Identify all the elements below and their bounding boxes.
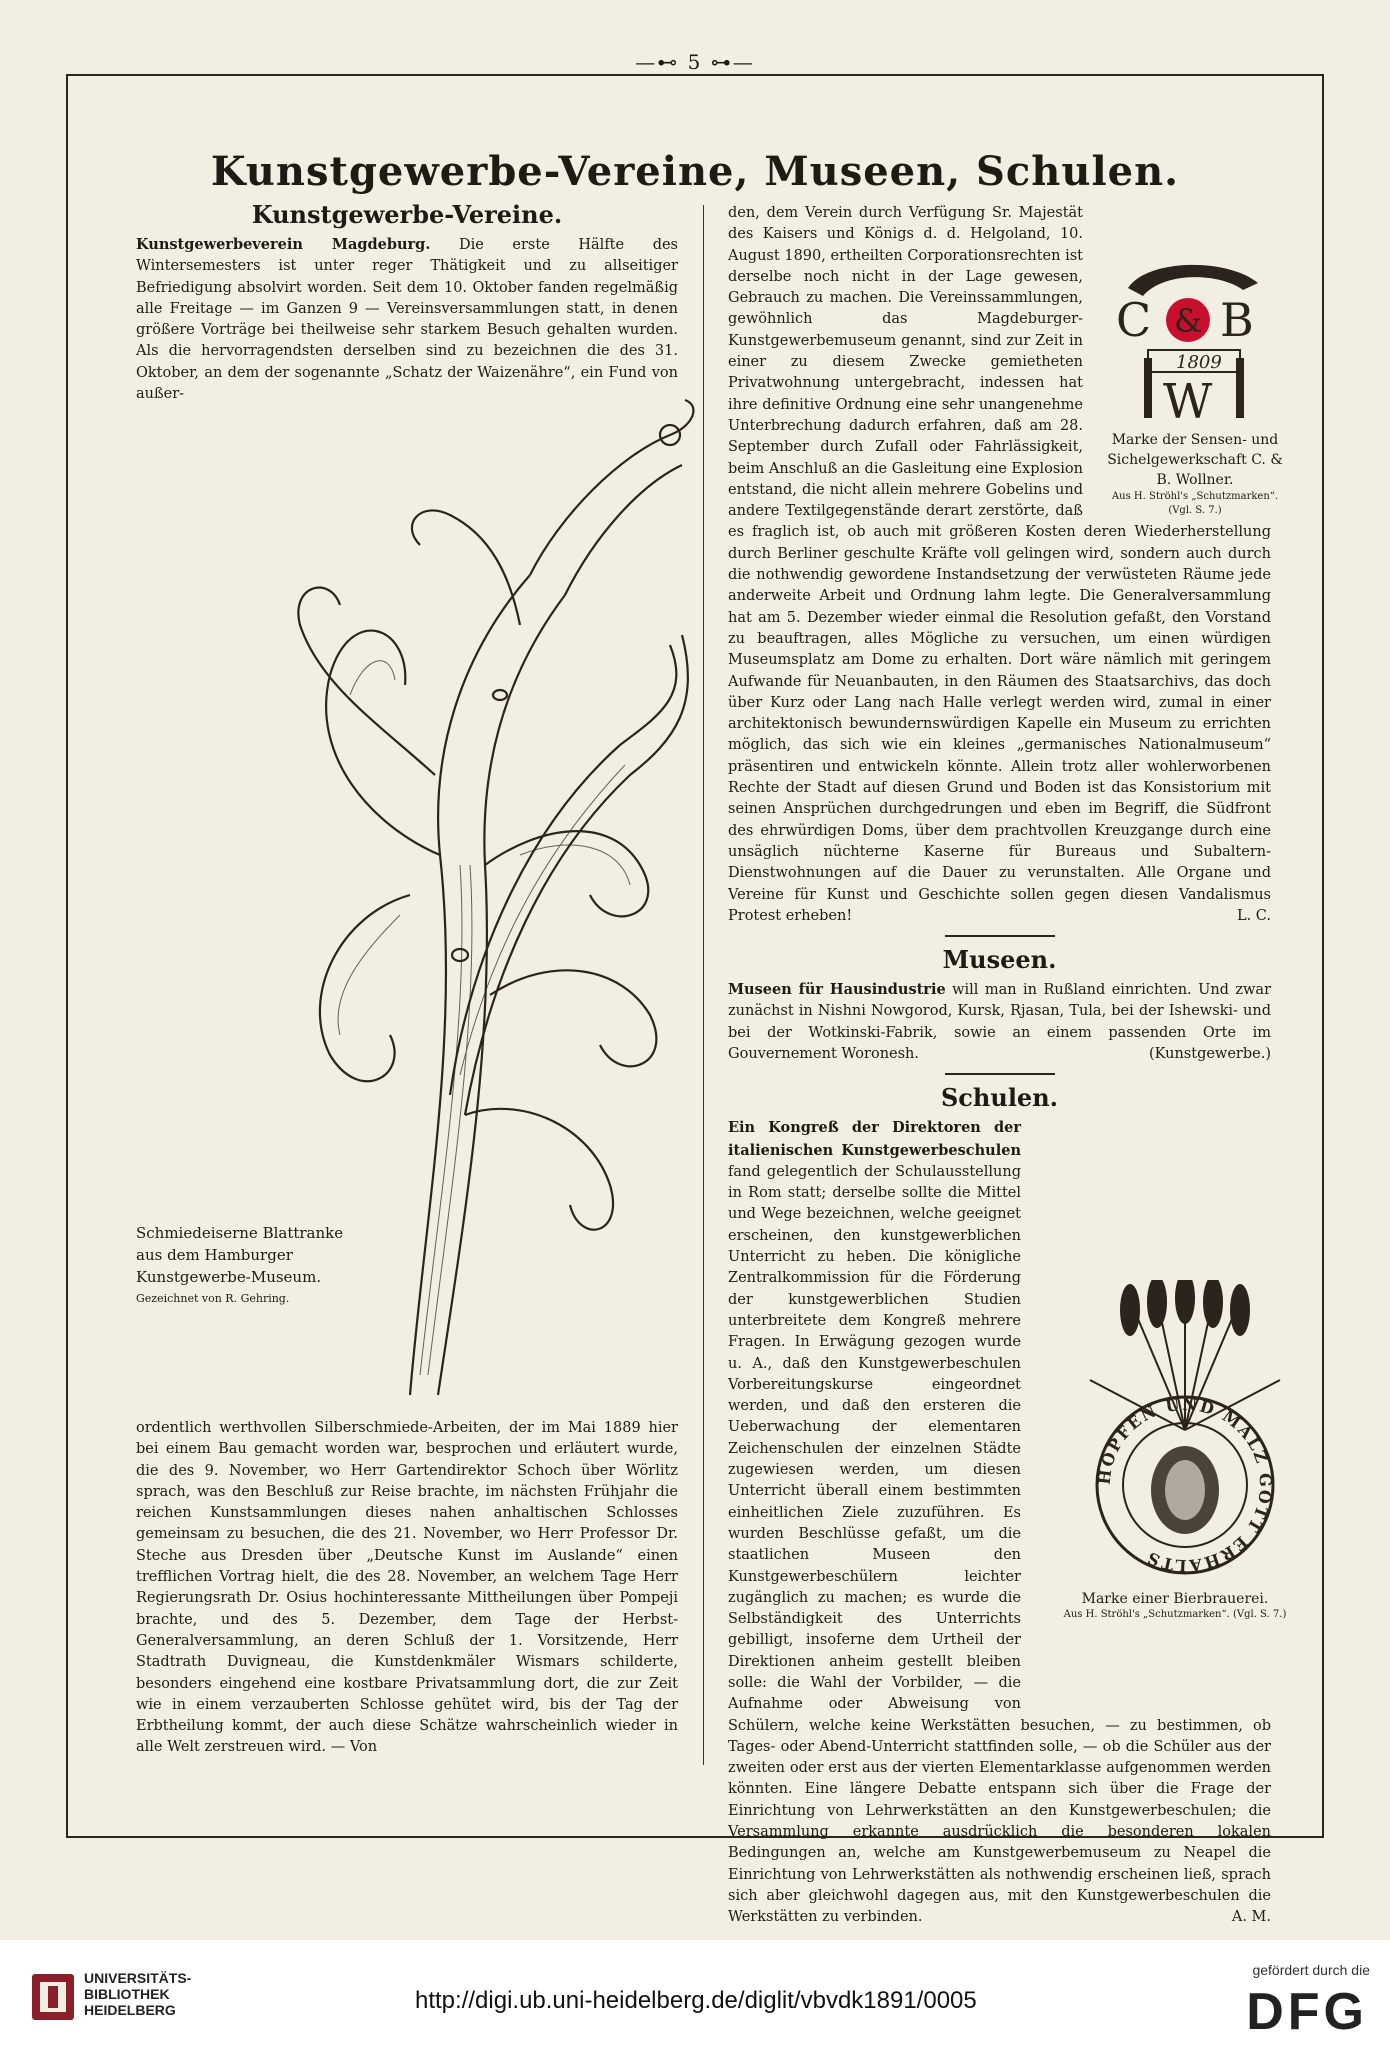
paragraph-museen: Museen für Hausindustrie will man in Rußland einrichten. Und zwar zunächst in Nishni Nowgorod, Kursk, Rjasan, Tula, bei der Ishewski- und bei der Wotkinski-Fabrik, sowie an einem passenden Orte im Gouvernement Woronesh. (Kunstgewerbe.)	[728, 979, 1271, 1065]
university-seal-icon	[28, 1968, 78, 2024]
source-url-link[interactable]: http://digi.ub.uni-heidelberg.de/diglit/vbvdk1891/0005	[415, 1987, 977, 2014]
paragraph-magdeburg-cont: ordentlich werthvollen Silberschmiede-Arbeiten, der im Mai 1889 hier bei einem Bau gemacht worden war, besprochen und erläutert wurde, die des 9. November, wo Herr Gartendirektor Schoch über Wörlitz sprach, was den Beschluß zur Reise brachte, im nächsten Frühjahr die reichen Kunstsammlungen dieses nahen anhaltischen Schlosses gemeinsam zu besuchen, die des 21. November, wo Herr Professor Dr. Steche aus Dresden über „Deutsche Kunst im Auslande“ einen trefflichen Vortrag hielt, die des 28. November, an welchem Tage Herr Regierungsrath Dr. Osius hochinteressante Mittheilungen über Pompeji brachte, und des 5. Dezember, dem Tage der Herbst-Generalversammlung, an deren Schluß der 1. Vorsitzende, Herr Stadtrath Duvigneau, die Kunstdenkmäler Wismars schilderte, besonders eingehend eine kostbare Privatsammlung dort, die zur Zeit wie in einem verzauberten Schlosse gehütet wird, bis der Tag der Erbtheilung kommt, der auch diese Schätze wahrscheinlich wieder in alle Welt zerstreuen wird. — Von	[136, 1420, 678, 1756]
digitization-footer	[0, 1940, 1390, 2053]
paragraph-lead: Kunstgewerbeverein Magdeburg.	[136, 236, 431, 253]
logo-ampersand: &	[1174, 302, 1203, 340]
paragraph-magdeburg-right: den, dem Verein durch Verfügung Sr. Majestät des Kaisers und Königs d. d. Helgoland, 10. August 1890, ertheilten Corporationsrechten ist derselbe noch nicht in der Lage gewesen, Gebrauch zu machen. Die Vereinssammlungen, gewöhnlich das Magdeburger-Kunstgewerbemuseum genannt, sind zur Zeit in einer zu diesem Zwecke gemietheten Privatwohnung untergebracht, indessen hat ihre definitive Ordnung eine sehr unangenehme Unterbrechung dadurch erfahren, daß am 28. September durch Zufall oder Fahrlässigkeit, beim Anschluß an die Gasleitung eine Explosion entstand, die nicht allein mehrere Gobelins und andere Textilgegenstände derart zerstörte, daß es fraglich ist, ob auch mit größeren Kosten deren Wiederherstellung durch Berliner geschulte Kräfte voll gelingen wird, sondern auch durch die nothwendig gewordene Instandsetzung der verwüsteten Räume jede anderweite Arbeit und Ordnung lahm legte. Die Generalversammlung hat am 5. Dezember wieder einmal die Resolution gefaßt, den Vorstand zu beauftragen, alles Mögliche zu versuchen, um einen würdigen Museumsplatz am Dome zu erhalten. Dort wäre nämlich mit geringem Aufwande für Neuanbauten, in den Räumen des Staatsarchivs, das doch über Kurz oder Lang nach Halle verlegt werden wird, zumal in einer architektonisch bewundernswürdigen Kapelle ein Museum zu errichten möglich, das sich wie ein kleines „germanisches Nationalmuseum“ präsentiren und entwickeln könnte. Allein trotz aller wohlerworbenen Rechte der Stadt auf diesen Grund und Boden ist das Konsistorium mit seinen Ansprüchen durchgedrungen und eben im Begriff, die Südfront des ehrwürdigen Doms, über dem prachtvollen Kreuzgange durch eine unsäglich nüchterne Kaserne für Bureaus und Subaltern-Dienstwohnungen auf die Dauer zu verunstalten. Alle Organe und Vereine für Kunst und Geschichte sollen gegen diesen Vandalismus Protest erheben! L. C.	[728, 203, 1271, 927]
section-title-vereine: Kunstgewerbe-Vereine.	[251, 200, 563, 229]
brewery-credit: Aus H. Ströhl's „Schutzmarken“. (Vgl. S. 7.)	[1063, 1609, 1287, 1620]
sensen-credit: Aus H. Ströhl's „Schutzmarken“. (Vgl. S. 7.)	[1111, 491, 1279, 516]
source-kunstgewerbe: (Kunstgewerbe.)	[1148, 1045, 1271, 1062]
brewery-trademark-logo	[1070, 1280, 1300, 1580]
sensen-trademark-logo	[1108, 258, 1268, 428]
ironwork-credit: Gezeichnet von R. Gehring.	[136, 1292, 290, 1305]
signature-lc: L. C.	[1236, 907, 1271, 924]
ironwork-leaf-illustration	[290, 395, 710, 1435]
ironwork-caption: Schmiedeiserne Blattranke aus dem Hamburger Kunstgewerbe-Museum. Gezeichnet von R. Gehring.	[136, 1222, 346, 1310]
logo-year: 1809	[1176, 352, 1222, 373]
left-column-bottom	[136, 1418, 678, 1759]
brewery-caption: Marke einer Bierbrauerei. Aus H. Ströhl's „Schutzmarken“. (Vgl. S. 7.)	[1060, 1590, 1290, 1621]
sensen-caption: Marke der Sensen- und Sichelgewerkschaft C. & B. Wollner. Aus H. Ströhl's „Schutzmarken“. (Vgl. S. 7.)	[1100, 430, 1290, 518]
dfg-logo: DFG	[1246, 1983, 1368, 2041]
left-column-top	[136, 200, 678, 405]
section-rule	[945, 935, 1055, 937]
logo-letter-w: W	[1163, 374, 1213, 428]
logo-letter-c: C	[1116, 293, 1152, 347]
signature-am: A. M.	[1231, 1909, 1271, 1926]
page-number: —⊷ 5 ⊶—	[635, 50, 755, 74]
brewery-ring-text: HOPFEN UND MALZ GOTT ERHALTS	[1094, 1394, 1276, 1576]
university-library-name: UNIVERSITÄTS- BIBLIOTHEK HEIDELBERG	[84, 1970, 192, 2018]
section-title-schulen: Schulen.	[940, 1083, 1059, 1113]
section-title-museen: Museen.	[942, 945, 1057, 975]
section-rule	[945, 1073, 1055, 1075]
paragraph-schulen: Ein Kongreß der Direktoren der italienischen Kunstgewerbeschulen fand gelegentlich der Schulausstellung in Rom statt; derselbe sollte die Mittel und Wege bezeichnen, welche geeignet erscheinen, den kunstgewerblichen Unterricht zu heben. Die königliche Zentralkommission für die Förderung der kunstgewerblichen Studien unterbreitete dem Kongreß mehrere Fragen. In Erwägung gezogen wurde u. A., daß den Kunstgewerbeschulen Vorbereitungskurse eingeordnet werden, und daß den ersteren die Ueberwachung der elementaren Zeichenschulen der einzelnen Städte zugewiesen werden, um diesen Unterricht überall einem bestimmten einheitlichen Ziele zuzuführen. Es wurden Beschlüsse gefaßt, um die staatlichen Museen den Kunstgewerbeschülern leichter zugänglich zu machen; es wurde die Selbständigkeit des Unterrichts gebilligt, insoferne dem Urtheil der Direktionen anheim gestellt bleiben solle: die Wahl der Vorbilder, — die Aufnahme oder Abweisung von Schülern, welche keine Werkstätten besuchen, — zu bestimmen, ob Tages- oder Abend-Unterricht stattfinden solle, — ob die Schüler aus der zweiten oder erst aus der vierten Elementarklasse aufgenommen werden könnten. Eine längere Debatte entspann sich über die Frage der Einrichtung von Lehrwerkstätten an den Kunstgewerbeschulen; die Versammlung erkannte ausdrücklich die besonderen lokalen Bedingungen an, welche am Kunstgewerbemuseum zu Neapel die Einrichtung von Lehrwerkstätten als nothwendig erscheinen ließ, sprach sich aber gleichwohl dagegen aus, mit den Kunstgewerbeschulen die Werkstätten zu verbinden. A. M.	[728, 1117, 1271, 1928]
logo-letter-b: B	[1220, 293, 1254, 347]
page-title: Kunstgewerbe-Vereine, Museen, Schulen.	[210, 148, 1180, 195]
paragraph-magdeburg: Kunstgewerbeverein Magdeburg. Die erste Hälfte des Wintersemesters ist unter reger Thätigkeit und zu allseitiger Befriedigung absolvirt worden. Seit dem 10. Oktober fanden regelmäßig alle Freitage — im Ganzen 9 — Vereinsversammlungen statt, in denen größere Vorträge bei theilweise sehr starkem Besuch gehalten wurden. Als die hervorragendsten derselben sind zu bezeichnen die des 31. Oktober, an dem der sogenannte „Schatz der Waizenähre“, ein Fund von außer-	[136, 236, 678, 403]
funded-by-label: gefördert durch die	[1252, 1962, 1370, 1978]
